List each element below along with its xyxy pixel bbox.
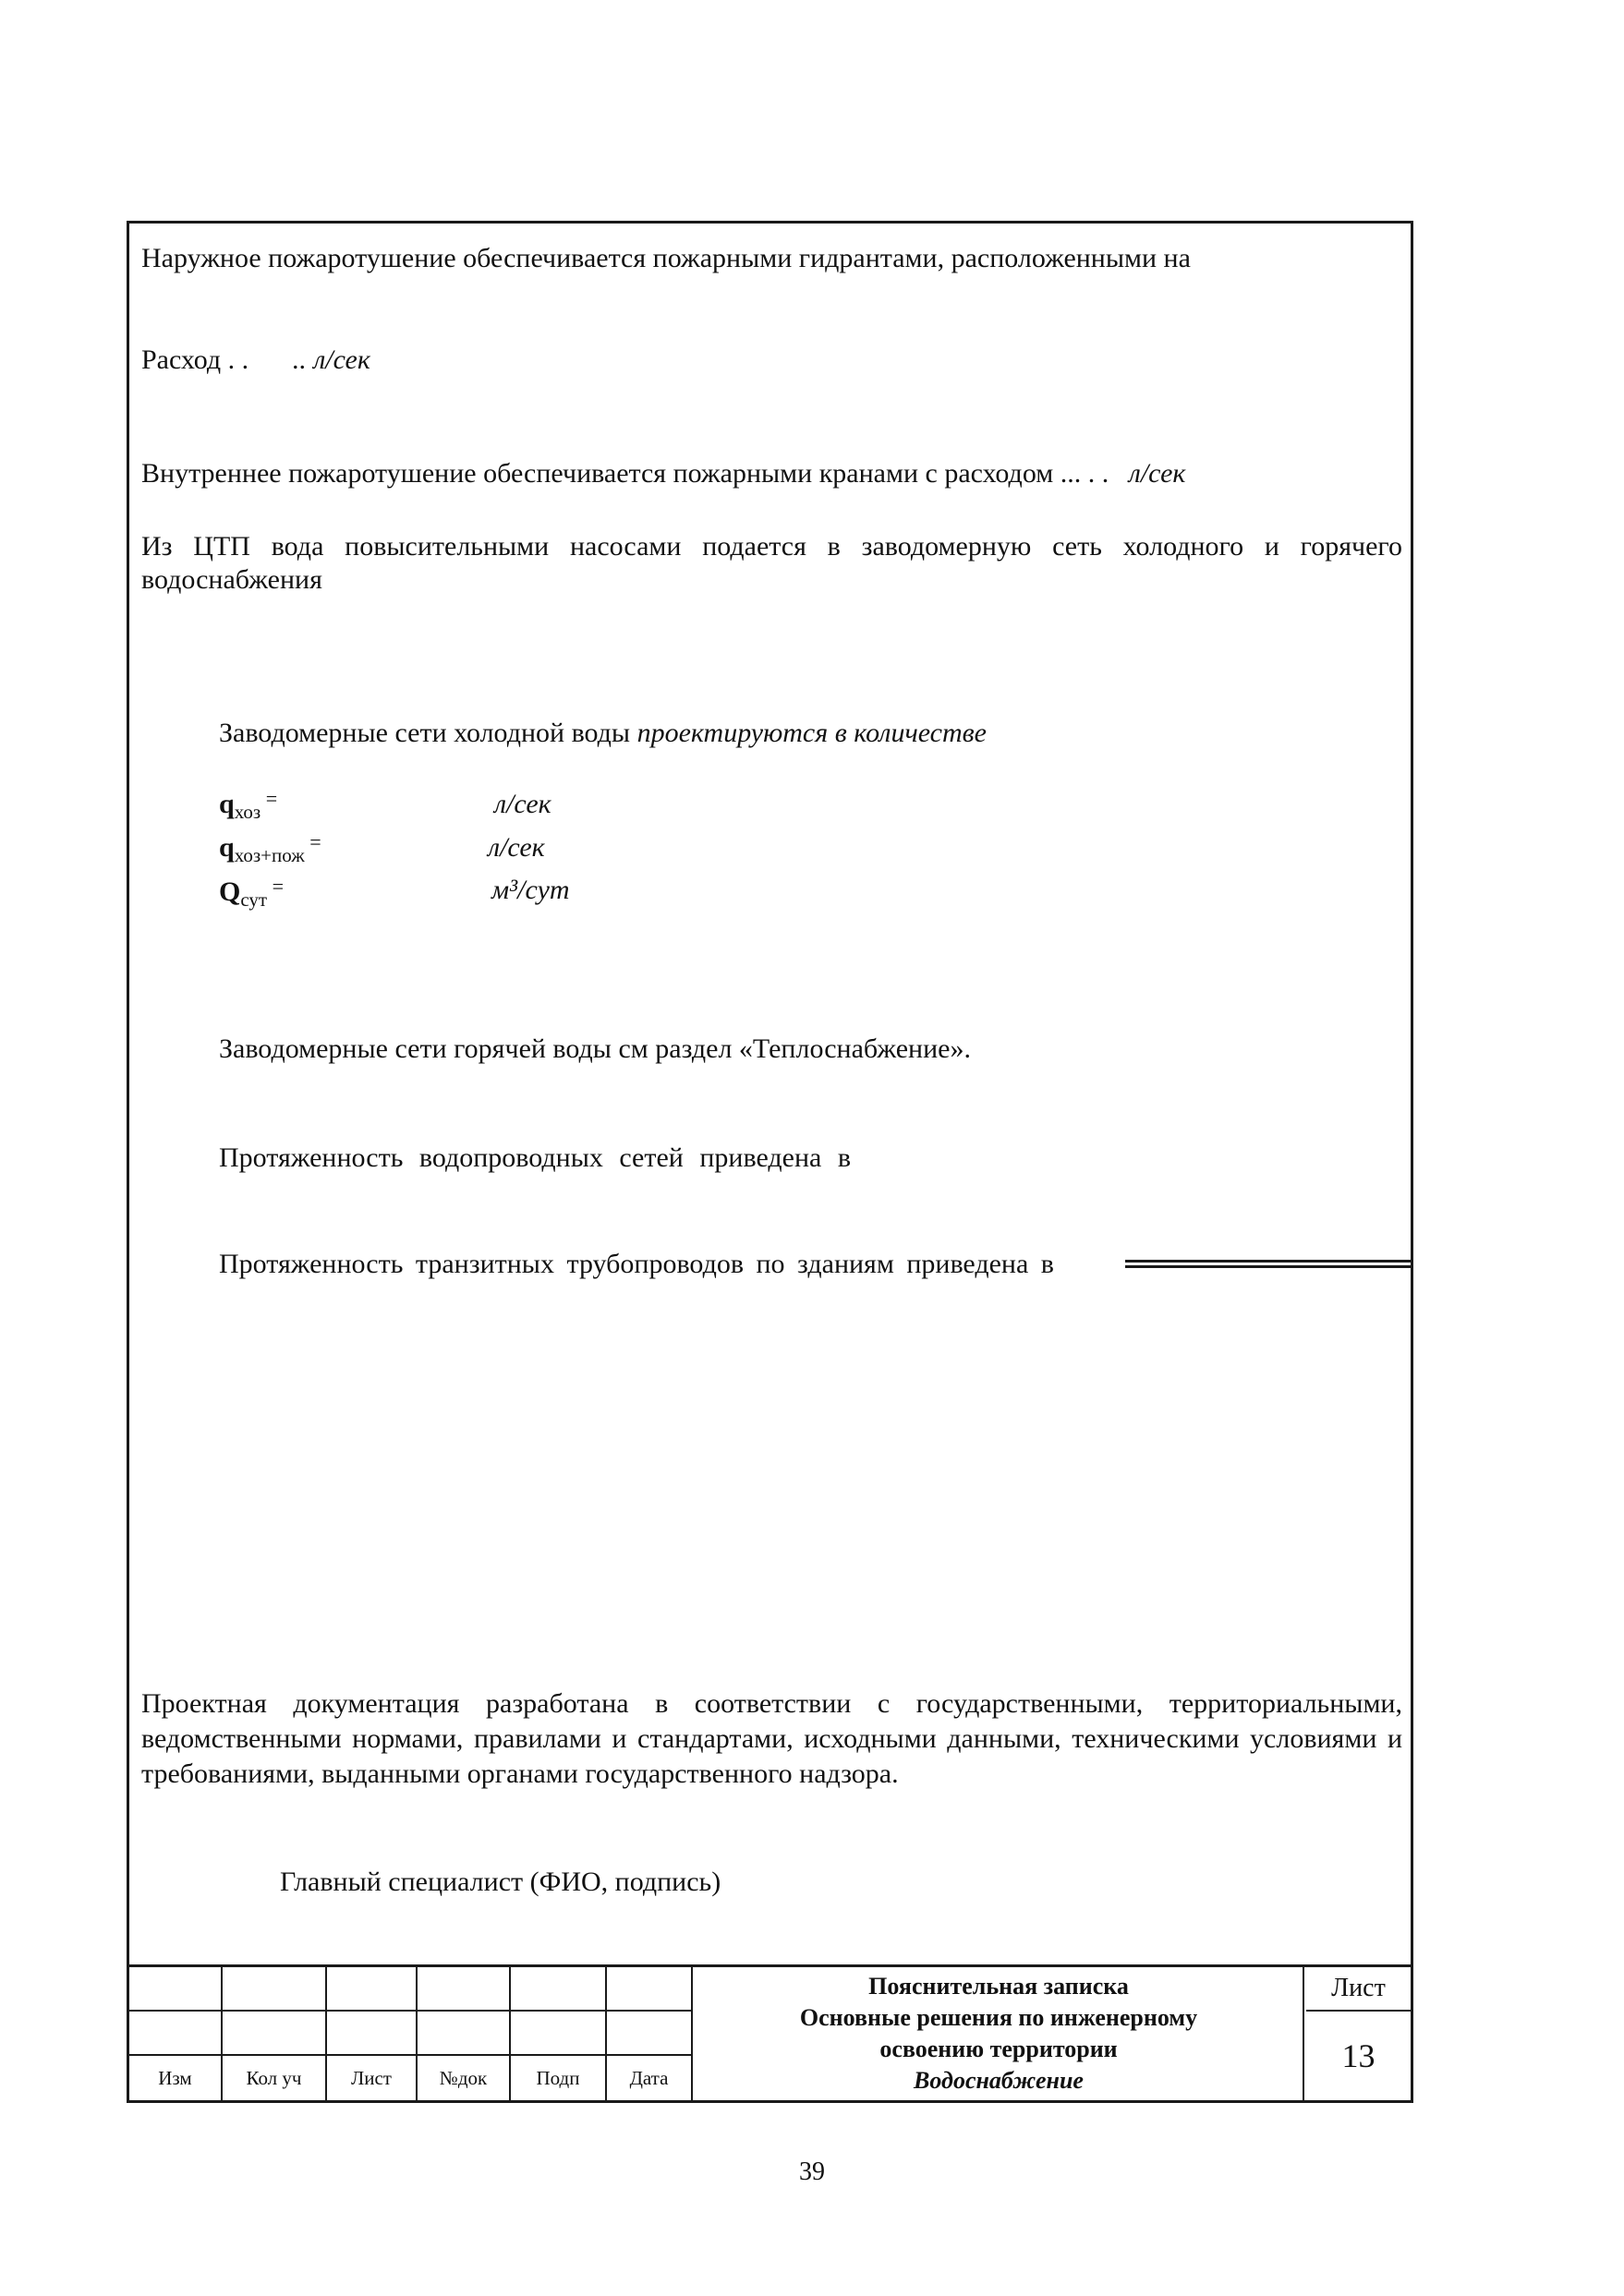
col-header-data: Дата bbox=[607, 2056, 693, 2100]
stamp-title-line-4: Водоснабжение bbox=[914, 2067, 1084, 2094]
sheet-box bbox=[1306, 1967, 1411, 2100]
stamp-cell bbox=[327, 1967, 418, 2012]
cold-networks-italic: проектируются в количестве bbox=[636, 718, 987, 748]
formula-qhoz-unit: л/сек bbox=[494, 789, 551, 819]
stamp-cell bbox=[511, 1967, 607, 2012]
stamp-cell bbox=[223, 2012, 327, 2056]
stamp-title bbox=[695, 1967, 1304, 2100]
transit-length-text: Протяженность транзитных трубопроводов по зданиям приведена в bbox=[219, 1249, 1054, 1279]
ctp-paragraph: Из ЦТП вода повысительными насосами подается в заводомерную сеть холодного и горячего водоснабжения bbox=[141, 531, 1402, 595]
indoor-fire-line bbox=[141, 457, 1185, 490]
outdoor-fire-text: Наружное пожаротушение обеспечивается пожарными гидрантами, расположенными на bbox=[141, 243, 1191, 273]
stamp-cell bbox=[418, 1967, 511, 2012]
water-length-text: Протяженность водопроводных сетей приведена в bbox=[219, 1142, 851, 1173]
formula-qhozpozh-unit: л/сек bbox=[488, 832, 545, 863]
stamp-cell bbox=[511, 2012, 607, 2056]
stamp-title-line-1: Пояснительная записка bbox=[868, 1973, 1129, 2000]
indoor-fire-text: Внутреннее пожаротушение обеспечивается пожарными кранами с расходом bbox=[141, 458, 1054, 489]
flow-line bbox=[141, 344, 370, 377]
formula-qhoz: $q_{хоз}$ = bbox=[219, 787, 278, 823]
stamp-cell bbox=[327, 2012, 418, 2056]
indoor-dots: ... . . bbox=[1060, 458, 1109, 489]
col-header-ndok: №док bbox=[418, 2056, 511, 2100]
flow-unit: .. л/сек bbox=[292, 344, 370, 375]
hot-networks-text: Заводомерные сети горячей воды см раздел «Теплоснабжение». bbox=[219, 1033, 971, 1064]
formula-qsut-unit: м³/сут bbox=[491, 875, 570, 905]
double-line bbox=[1125, 1260, 1413, 1268]
title-block bbox=[127, 1964, 1413, 2103]
formula-qsut: $Q_{сут}$ = bbox=[219, 875, 284, 911]
col-header-kol-uch: Кол уч bbox=[223, 2056, 327, 2100]
cold-networks-text: Заводомерные сети холодной воды bbox=[219, 718, 631, 748]
chief-specialist: Главный специалист (ФИО, подпись) bbox=[280, 1867, 721, 1897]
stamp-cell bbox=[418, 2012, 511, 2056]
stamp-cell bbox=[607, 1967, 693, 2012]
col-header-podp: Подп bbox=[511, 2056, 607, 2100]
indoor-unit: л/сек bbox=[1128, 458, 1186, 489]
stamp-cell bbox=[129, 2012, 223, 2056]
sheet-label: Лист bbox=[1306, 1967, 1411, 2012]
flow-label: Расход . . bbox=[141, 344, 249, 375]
col-header-izm: Изм bbox=[129, 2056, 223, 2100]
stamp-cell bbox=[223, 1967, 327, 2012]
stamp-cell bbox=[607, 2012, 693, 2056]
page-number: 39 bbox=[799, 2157, 825, 2186]
revision-table bbox=[129, 1967, 693, 2100]
stamp-title-line-2: Основные решения по инженерному bbox=[799, 2004, 1198, 2031]
formula-qhozpozh: $q_{хоз+пож}$ = bbox=[219, 830, 321, 866]
sheet-number: 13 bbox=[1341, 2037, 1376, 2074]
stamp-cell bbox=[129, 1967, 223, 2012]
col-header-list: Лист bbox=[327, 2056, 418, 2100]
cold-networks-line bbox=[219, 717, 987, 750]
compliance-paragraph: Проектная документация разработана в соответствии с государственными, территориальными, ведомственными нормами, правилами и стандартами, исходными данными, техническими условиями и требованиями, выданными органами государственного надзора. bbox=[141, 1688, 1402, 1789]
stamp-title-line-3: освоению территории bbox=[879, 2036, 1118, 2062]
